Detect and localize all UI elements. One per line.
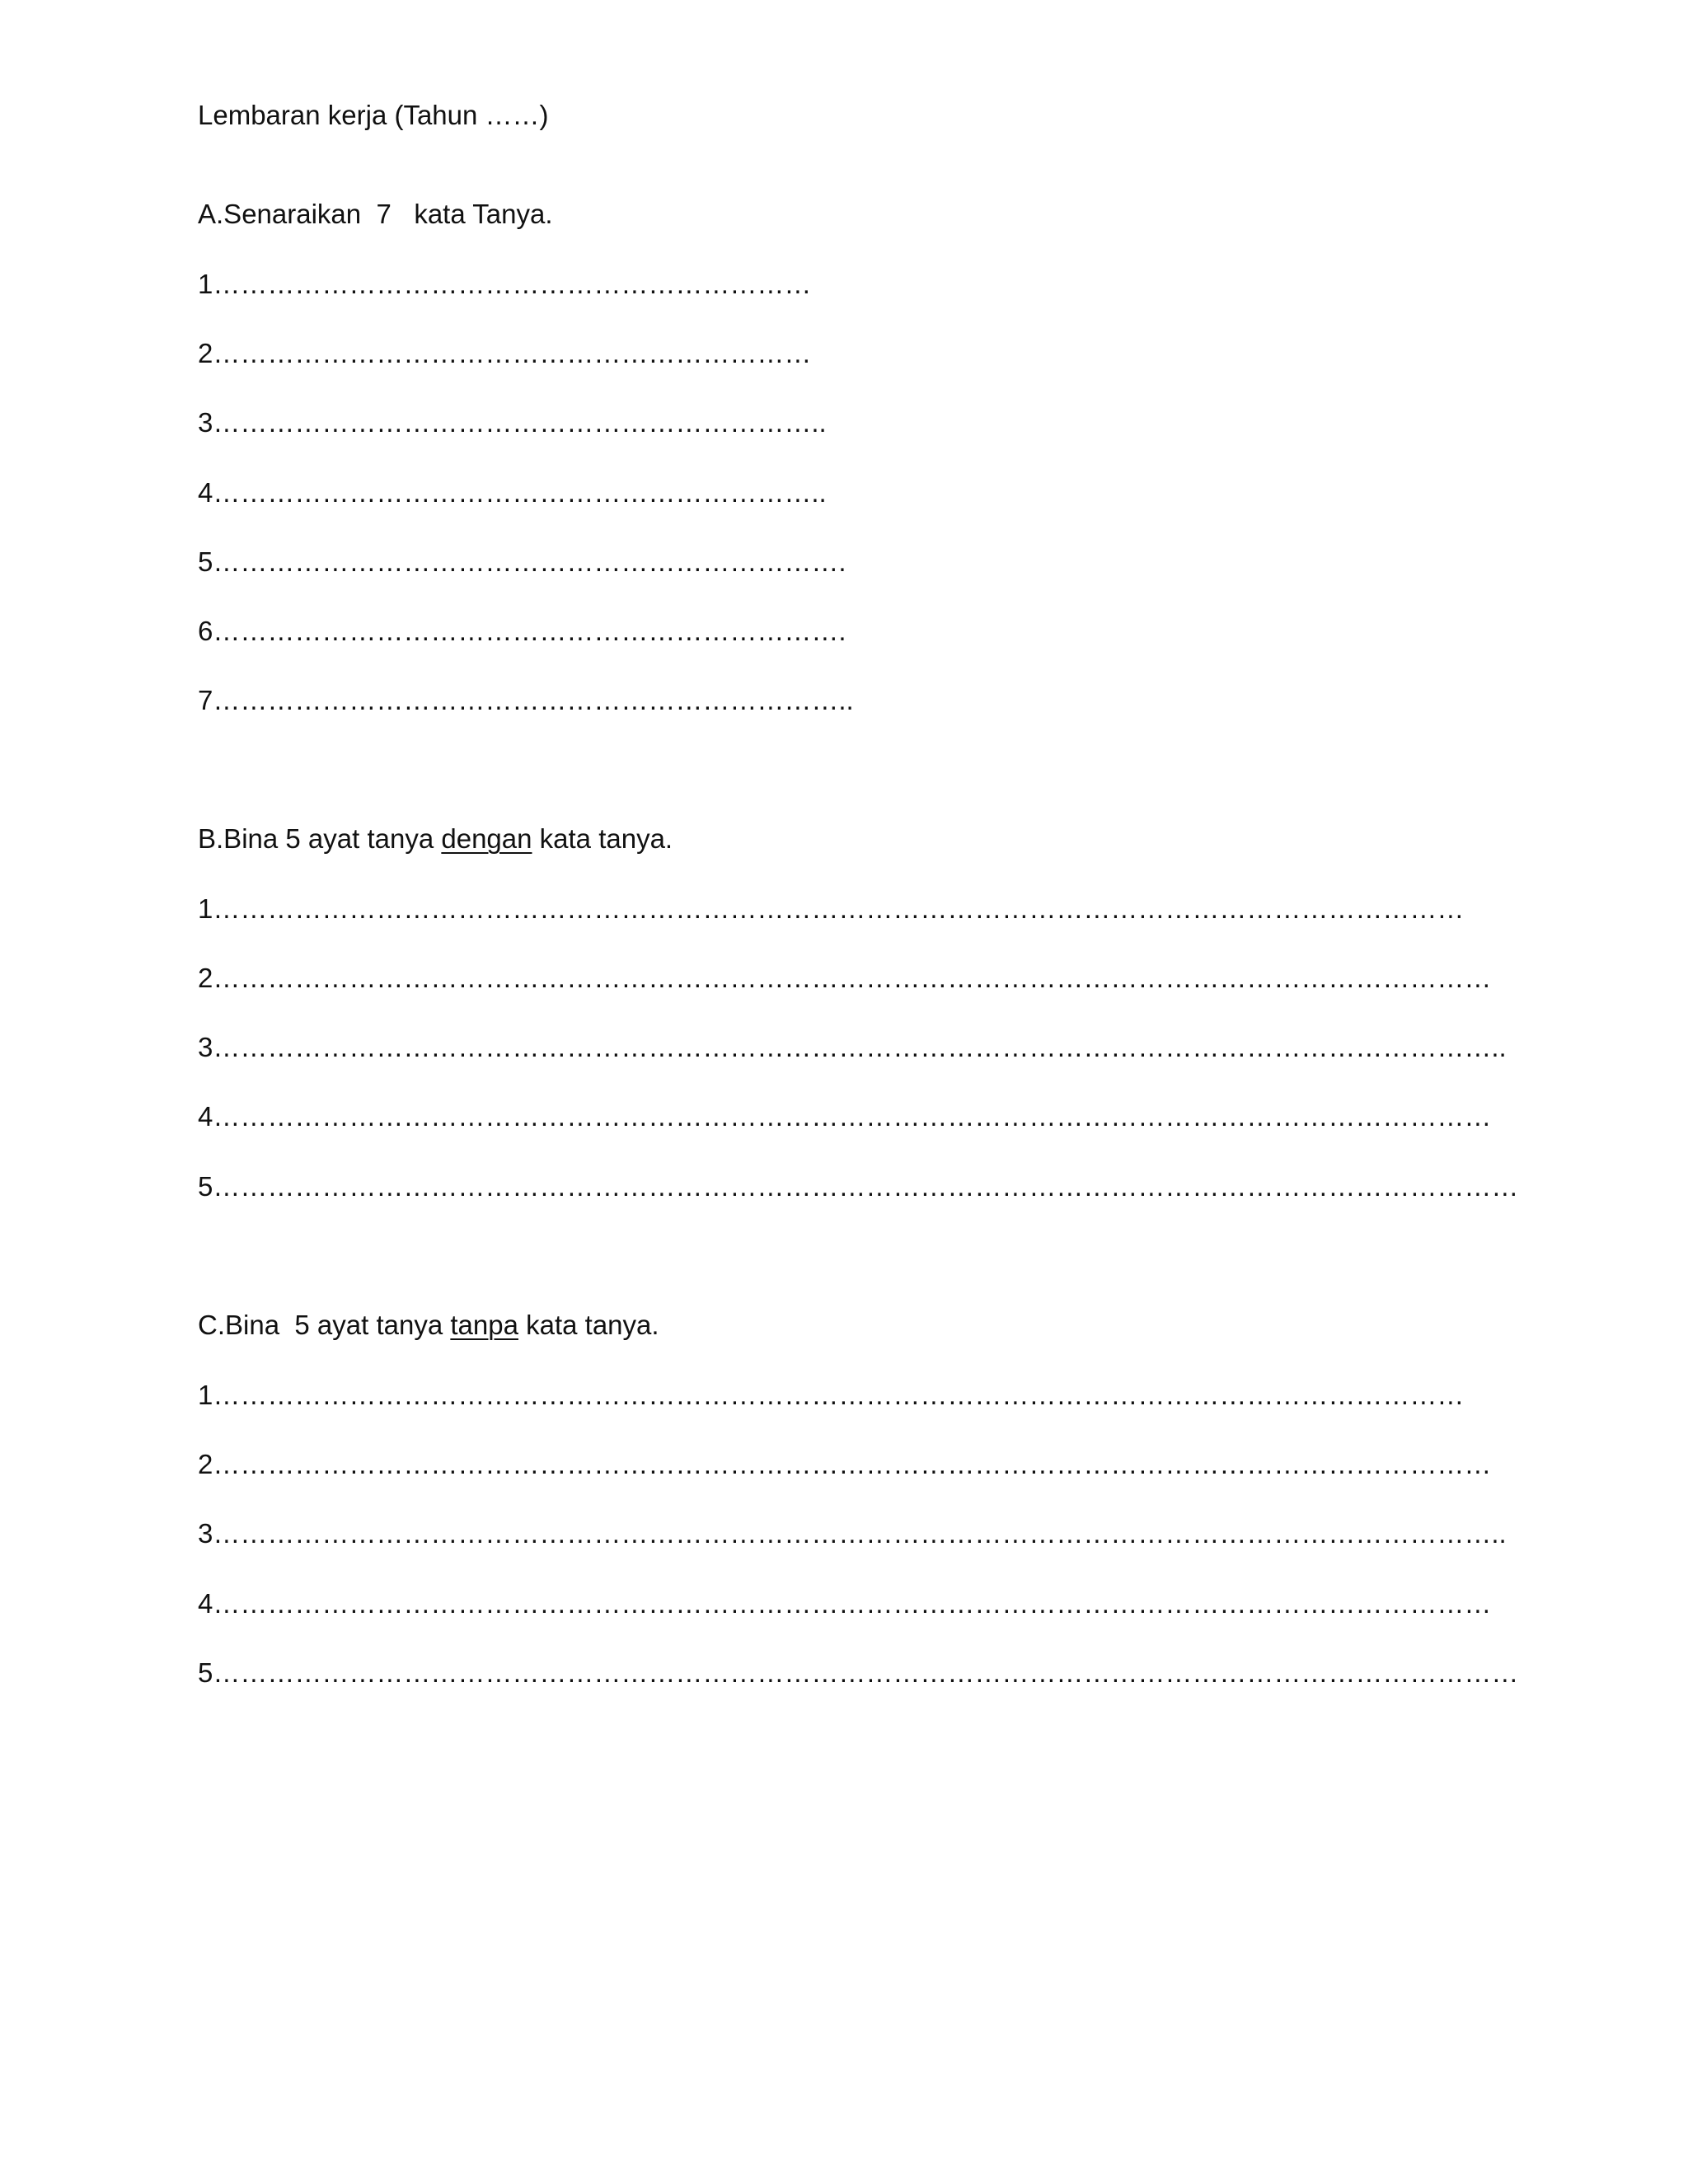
section-a-item-2[interactable]: 2………………………………………………………… [198, 338, 812, 368]
section-c-heading-start: C.Bina 5 ayat tanya [198, 1310, 451, 1340]
section-b-item-3[interactable]: 3…………………………………………………………………………………………………………………………….. [198, 1032, 1507, 1062]
section-b-item-1[interactable]: 1………………………………………………………………………………………………………………………… [198, 893, 1465, 924]
section-b-heading-underlined: dengan [441, 823, 532, 854]
section-c-heading [198, 1309, 659, 1342]
section-c-item-1[interactable]: 1………………………………………………………………………………………………………………………… [198, 1380, 1465, 1410]
section-c-item-5[interactable]: 5……………………………………………………………………………………………………………………………… [198, 1657, 1519, 1688]
section-c-item-4[interactable]: 4…………………………………………………………………………………………………………………………… [198, 1588, 1492, 1619]
section-b-item-2[interactable]: 2…………………………………………………………………………………………………………………………… [198, 963, 1492, 993]
section-b-heading-start: B.Bina 5 ayat tanya [198, 823, 442, 854]
section-a-item-7[interactable]: 7…………………………………………………………….. [198, 685, 854, 715]
section-b-item-5[interactable]: 5……………………………………………………………………………………………………………………………… [198, 1171, 1519, 1202]
section-a-item-6[interactable]: 6……………………………………………………………. [198, 616, 846, 646]
section-c-heading-underlined: tanpa [450, 1310, 518, 1340]
section-b-heading [198, 823, 673, 855]
section-b-heading-end: kata tanya. [532, 823, 673, 854]
section-c-item-3[interactable]: 3…………………………………………………………………………………………………………………………….. [198, 1518, 1507, 1549]
worksheet-title: Lembaran kerja (Tahun ……) [198, 100, 549, 130]
section-a-item-4[interactable]: 4………………………………………………………….. [198, 477, 827, 508]
section-a-heading: A.Senaraikan 7 kata Tanya. [198, 199, 553, 229]
section-c-item-2[interactable]: 2…………………………………………………………………………………………………………………………… [198, 1449, 1492, 1479]
section-a-item-1[interactable]: 1………………………………………………………… [198, 269, 812, 299]
section-a-item-3[interactable]: 3………………………………………………………….. [198, 407, 827, 438]
section-a-item-5[interactable]: 5……………………………………………………………. [198, 546, 846, 577]
section-c-heading-end: kata tanya. [518, 1310, 659, 1340]
section-b-item-4[interactable]: 4…………………………………………………………………………………………………………………………… [198, 1101, 1492, 1132]
